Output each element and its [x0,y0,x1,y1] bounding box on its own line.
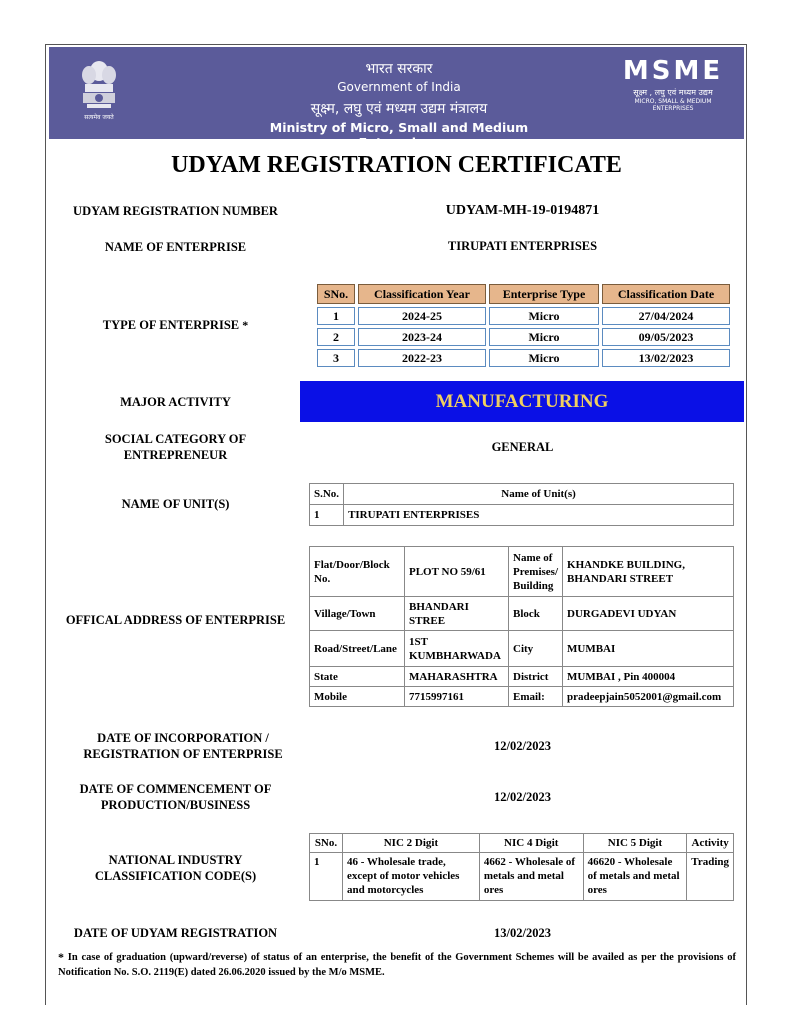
hindi-government-text: भारत सरकार [365,61,433,77]
emblem-motto: सत्यमेव जयते [84,114,114,121]
header-banner [49,47,744,150]
table-cell: Micro [489,349,599,367]
table-cell: 2023-24 [358,328,486,346]
table-header-row [310,834,734,853]
table-cell: 1 [317,307,355,325]
nic-label: NATIONAL INDUSTRY CLASSIFICATION CODE(S) [94,853,257,883]
certificate-title: UDYAM REGISTRATION CERTIFICATE [171,152,622,178]
table-row [310,597,734,631]
road-label: Road/Street/Lane [310,631,405,667]
registration-number-value: UDYAM-MH-19-0194871 [445,203,600,218]
enterprise-type-star: * [242,318,249,332]
mobile-value: 7715997161 [405,687,509,707]
table-cell: Micro [489,328,599,346]
table-cell: TIRUPATI ENTERPRISES [344,505,734,526]
table-cell: 46 - Wholesale trade, except of motor vehicles and motorcycles [342,853,479,901]
english-ministry-text: Ministry of Micro, Small and Medium Enterprises [269,120,529,150]
district-label: District [509,667,563,687]
incorporation-value: 12/02/2023 [494,739,551,753]
udyam-date-value: 13/02/2023 [494,926,551,940]
road-value: 1ST KUMBHARWADA [405,631,509,667]
table-row [310,631,734,667]
email-value: pradeepjain5052001@gmail.com [563,687,734,707]
msme-hindi-text: सूक्ष्म , लघु एवं मध्यम उद्यम [633,88,713,97]
address-label: OFFICAL ADDRESS OF ENTERPRISE [65,613,286,627]
footnote-text: In case of graduation (upward/reverse) of status of an enterprise, the benefit of the Government Schemes will be availed as per the provisions of Notification No. S.O. 2119(E) dated 26.06.2020 issued by the M/o MSME. [58,952,737,978]
social-category-label: SOCIAL CATEGORY OF ENTREPRENEUR [104,432,247,462]
table-row [317,307,730,325]
table-cell: 3 [317,349,355,367]
major-activity-value: MANUFACTURING [300,381,744,422]
national-emblem-icon [77,57,121,129]
email-label: Email: [509,687,563,707]
enterprise-name-label: NAME OF ENTERPRISE [104,240,247,254]
column-header: NIC 2 Digit [342,834,479,853]
enterprise-type-label [58,317,293,333]
table-cell: Trading [687,853,734,901]
msme-english-text: MICRO, SMALL & MEDIUM ENTERPRISES [634,98,712,112]
table-row [310,547,734,597]
block-label: Block [509,597,563,631]
state-value: MAHARASHTRA [405,667,509,687]
table-cell: Micro [489,307,599,325]
major-activity-label: MAJOR ACTIVITY [120,395,231,409]
registration-number-label: UDYAM REGISTRATION NUMBER [73,204,278,218]
mobile-label: Mobile [310,687,405,707]
commencement-label: DATE OF COMMENCEMENT OF PRODUCTION/BUSINESS [79,782,272,812]
table-cell: 1 [310,505,344,526]
address-table [309,546,734,707]
table-cell: 2024-25 [358,307,486,325]
classification-table [314,281,733,370]
msme-logo [617,57,729,112]
premises-label: Name of Premises/ Building [509,547,563,597]
village-label: Village/Town [310,597,405,631]
hindi-ministry-text: सूक्ष्म, लघु एवं मध्यम उद्यम मंत्रालय [310,101,488,117]
column-header: Classification Year [358,284,486,304]
incorporation-label: DATE OF INCORPORATION / REGISTRATION OF ENTERPRISE [83,731,283,761]
city-value: MUMBAI [563,631,734,667]
footnote-star: * [58,950,64,964]
city-label: City [509,631,563,667]
commencement-value: 12/02/2023 [494,790,551,804]
table-row [310,667,734,687]
column-header: S.No. [310,484,344,505]
footnote [58,950,736,980]
column-header: SNo. [317,284,355,304]
units-label: NAME OF UNIT(S) [121,497,230,511]
table-cell: 4662 - Wholesale of metals and metal ores [479,853,583,901]
table-row [317,328,730,346]
flat-label: Flat/Door/Block No. [310,547,405,597]
column-header: Name of Unit(s) [344,484,734,505]
table-row [310,505,734,526]
table-cell: 1 [310,853,343,901]
village-value: BHANDARI STREE [405,597,509,631]
udyam-date-label: DATE OF UDYAM REGISTRATION [73,926,278,940]
column-header: Activity [687,834,734,853]
table-header-row [317,284,730,304]
table-cell: 27/04/2024 [602,307,730,325]
column-header: NIC 4 Digit [479,834,583,853]
units-table [309,483,734,526]
column-header: SNo. [310,834,343,853]
table-cell: 2 [317,328,355,346]
nic-table [309,833,734,901]
column-header: NIC 5 Digit [583,834,687,853]
table-cell: 13/02/2023 [602,349,730,367]
social-category-value: GENERAL [491,440,554,454]
enterprise-type-label-text: TYPE OF ENTERPRISE [102,318,240,332]
premises-value: KHANDKE BUILDING, BHANDARI STREET [563,547,734,597]
table-cell: 09/05/2023 [602,328,730,346]
msme-logo-text: MSME [622,56,724,86]
state-label: State [310,667,405,687]
english-government-text: Government of India [337,80,461,94]
table-cell: 46620 - Wholesale of metals and metal ores [583,853,687,901]
block-value: DURGADEVI UDYAN [563,597,734,631]
table-header-row [310,484,734,505]
table-row [310,853,734,901]
table-cell: 2022-23 [358,349,486,367]
column-header: Enterprise Type [489,284,599,304]
district-value: MUMBAI , Pin 400004 [563,667,734,687]
table-row [317,349,730,367]
table-row [310,687,734,707]
enterprise-name-value: TIRUPATI ENTERPRISES [447,239,598,253]
flat-value: PLOT NO 59/61 [405,547,509,597]
column-header: Classification Date [602,284,730,304]
